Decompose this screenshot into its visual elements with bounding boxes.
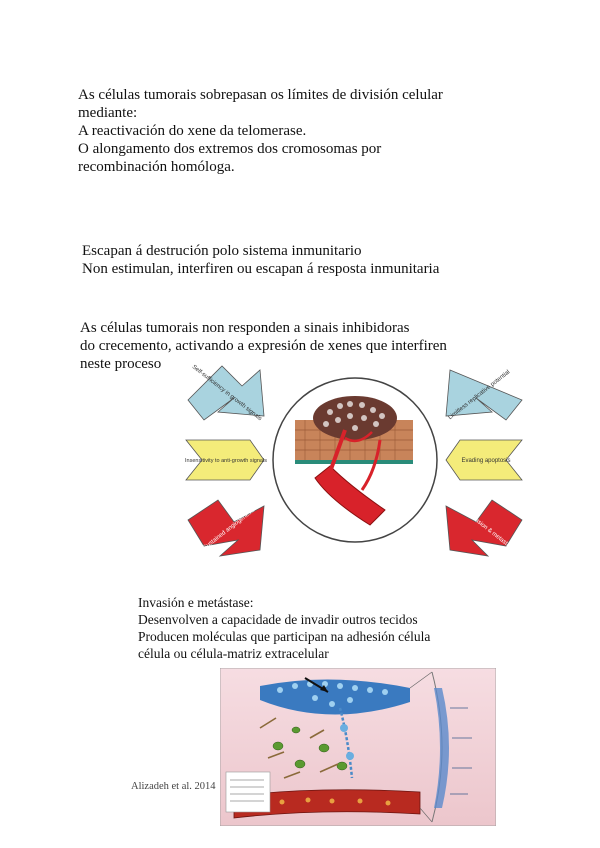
label-invasion: Tissue invasion & metastasis (452, 501, 517, 554)
label-limitless: Limitless replicative potential (447, 369, 512, 422)
legend-box (226, 772, 270, 812)
text-line: célula ou célula-matriz extracelular (138, 646, 329, 661)
text-line: As células tumorais non responden a sinais inhibidoras (80, 320, 410, 336)
arrow-evading (446, 440, 522, 480)
label-self-sufficiency: Self-sufficiency in growth signals (190, 364, 263, 423)
text-line: Producen moléculas que participan na adhesión célula (138, 629, 431, 644)
label-evading: Evading apoptosis (461, 458, 511, 464)
arrow-angiogenesis (188, 500, 264, 556)
text-block-immune (82, 242, 439, 278)
text-block-invasion (138, 594, 430, 662)
label-angiogenesis: Sustained angiogenesis (202, 507, 257, 552)
text-line: Escapan á destrución polo sistema inmunitario (82, 243, 362, 259)
tumor-mass (313, 396, 397, 440)
text-line: do crecemento, activando a expresión de xenes que interfiren (80, 338, 447, 354)
label-insensitivity: Insensitivity to anti-growth signals (185, 458, 267, 464)
text-line: Desenvolven a capacidade de invadir outros tecidos (138, 612, 418, 627)
text-line: recombinación homóloga. (78, 159, 235, 175)
text-line: Non estimulan, interfiren ou escapan á resposta inmunitaria (82, 261, 440, 277)
text-line: neste proceso (80, 356, 162, 372)
text-line: O alongamento dos extremos dos cromosomas por (78, 141, 382, 157)
arrow-self-sufficiency (188, 364, 264, 422)
citation: Alizadeh et al. 2014 (131, 781, 216, 792)
arrow-limitless (446, 369, 522, 421)
text-line: As células tumorais sobrepasan os límites de división celular (78, 87, 443, 103)
metastasis-illustration (220, 668, 496, 826)
text-line: Invasión e metástase: (138, 595, 254, 610)
arrow-insensitivity (185, 440, 267, 480)
text-line: mediante: (78, 105, 138, 121)
hallmarks-of-cancer-diagram (180, 360, 530, 560)
text-block-replication (78, 86, 443, 176)
arrow-invasion (446, 500, 522, 556)
text-line: A reactivación do xene da telomerase. (78, 123, 307, 139)
